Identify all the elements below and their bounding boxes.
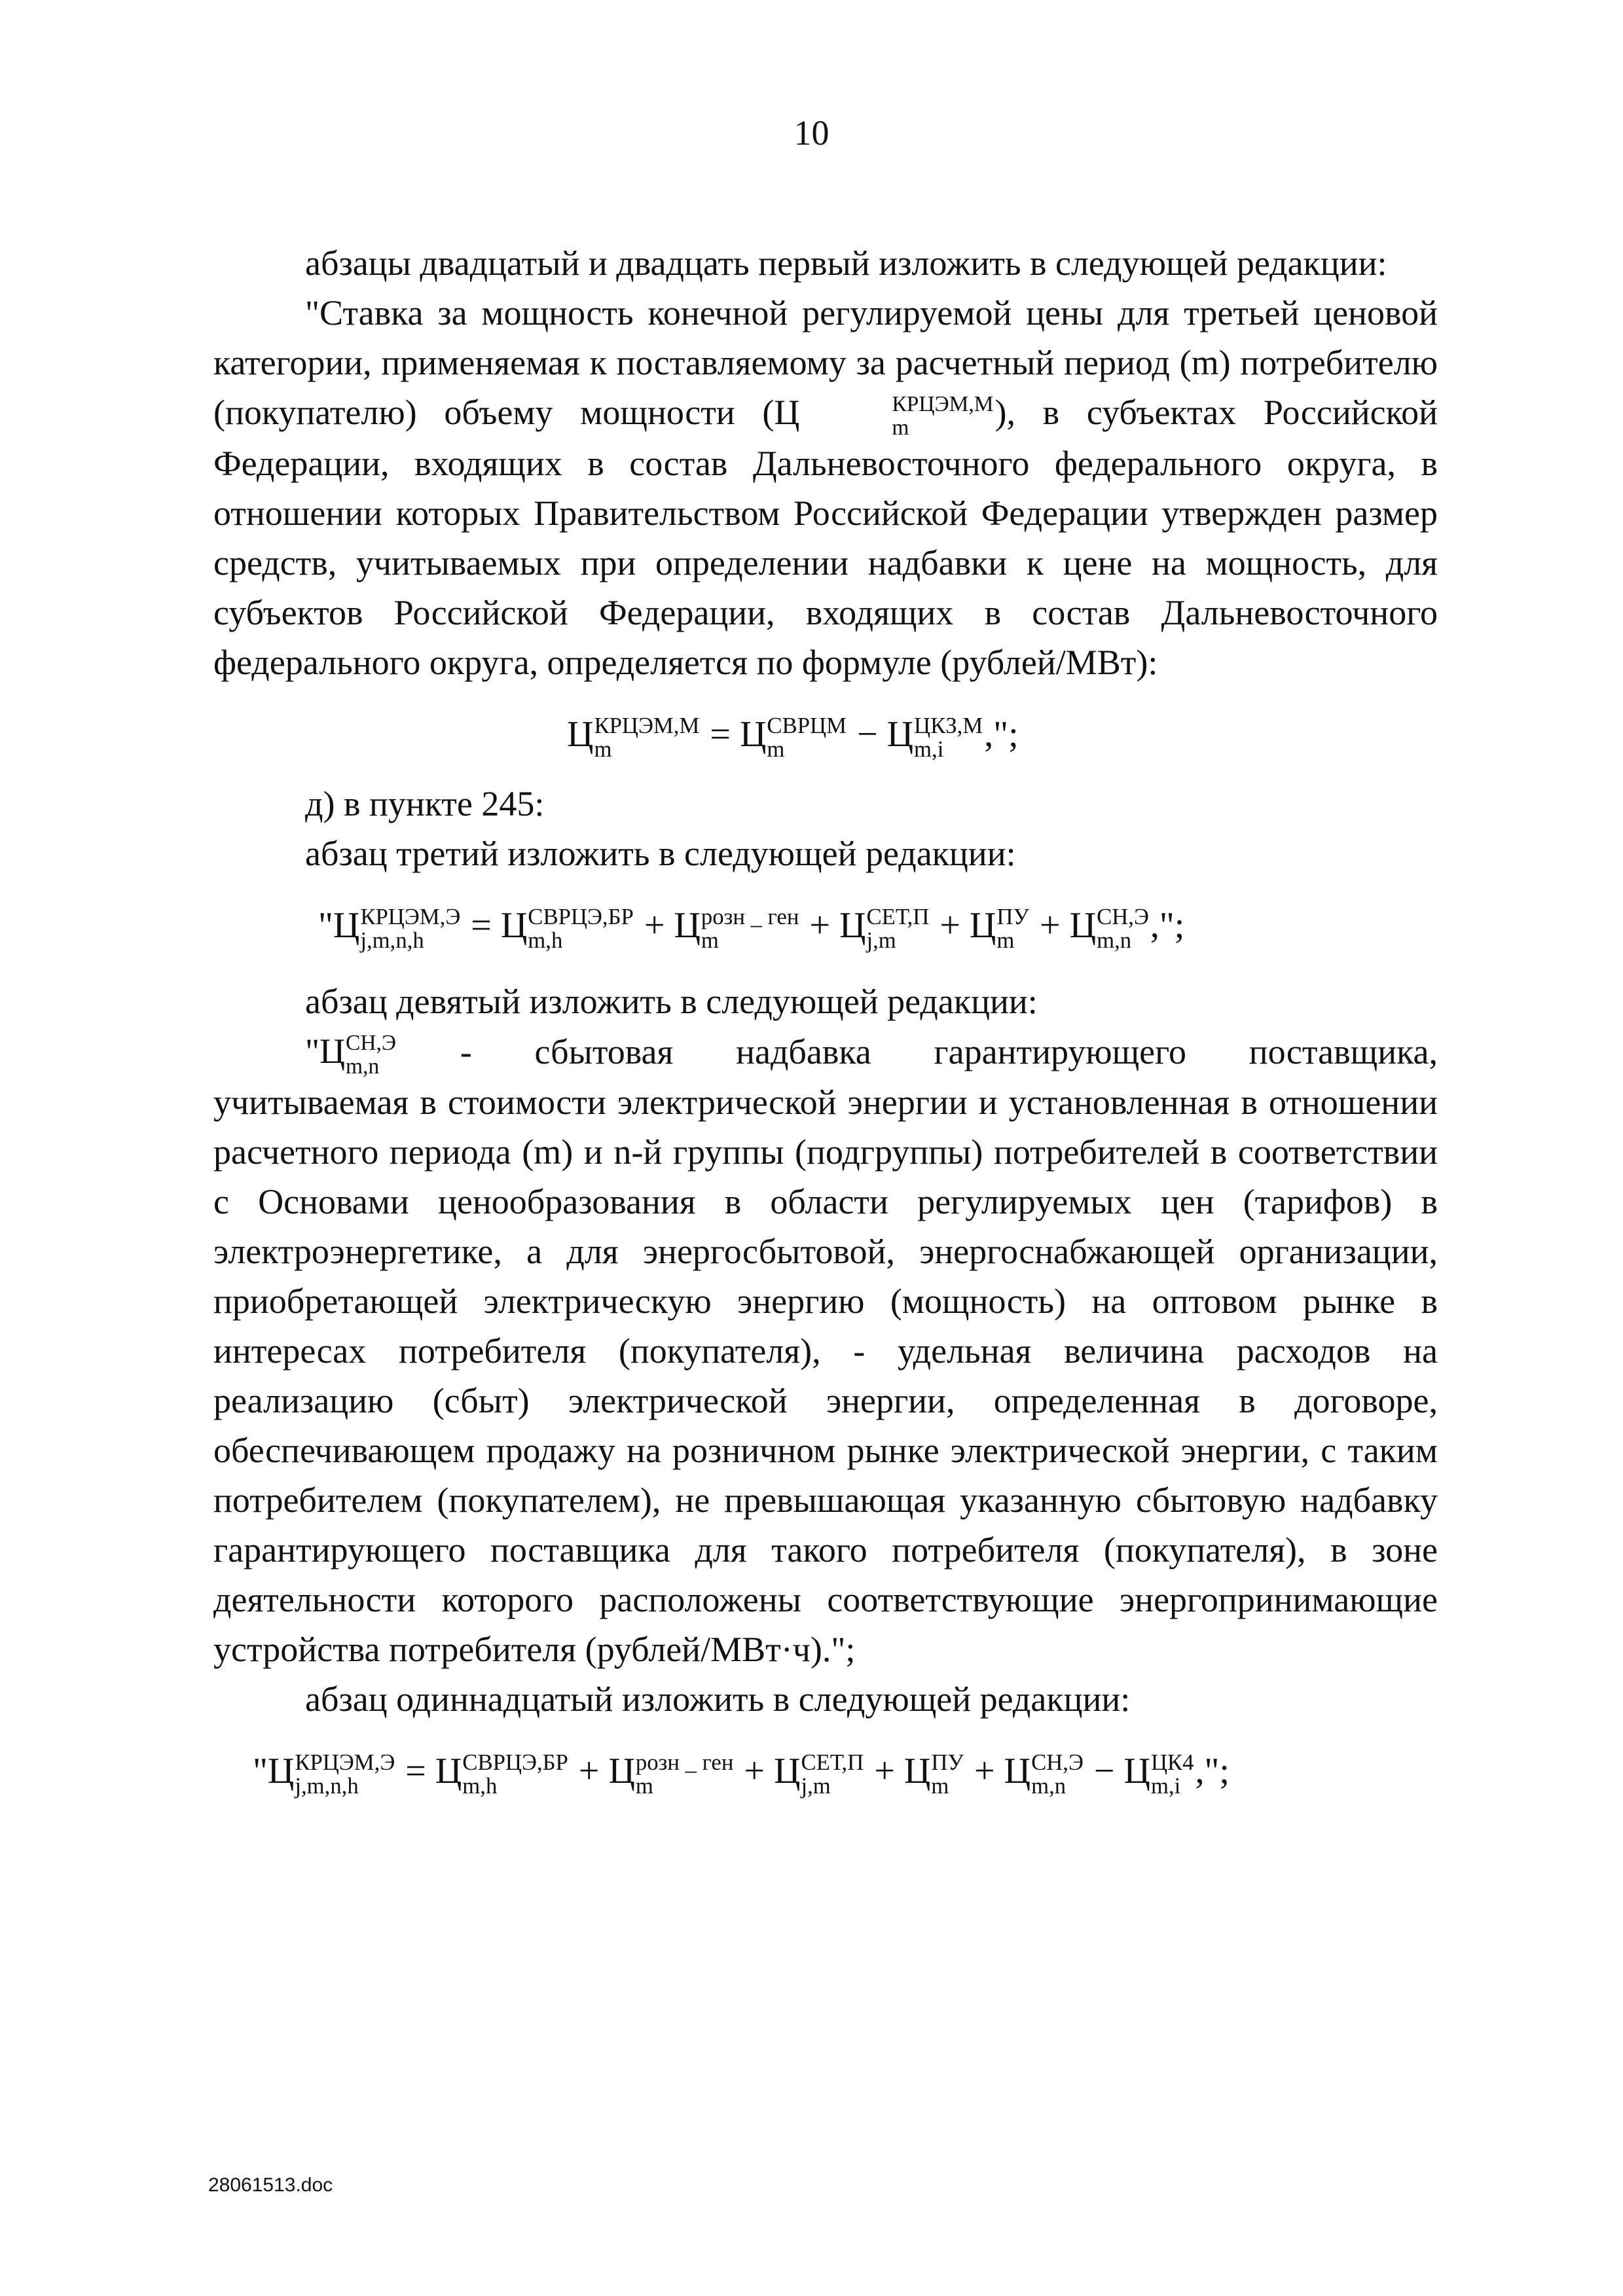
paragraph-text-part: "Ставка за мощность конечной регулируемой цены для третьей ценовой категории, применяемая к поставляемому за расчетный период (m) потребителю (покупателю) объему мощности ( (213, 293, 1438, 432)
paragraph-instruction-1: абзацы двадцатый и двадцать первый изложить в следующей редакции: (305, 243, 1387, 283)
paragraph-item-d: д) в пункте 245: (305, 784, 545, 824)
paragraph-instruction-11: абзац одиннадцатый изложить в следующей редакции: (305, 1679, 1131, 1719)
definition-sn-e-text: учитываемая в стоимости электрической энергии и установленная в отношении расчетного периода (m) и n-й группы (подгруппы) потребителей в соответствии с Основами ценообразования в области регулируемых цен (тарифов) в электроэнергетике, а для энергосбытовой, энергоснабжающей организации, приобретающей электрическую энергию (мощность) на оптовом рынке в интересах потребителя (покупателя), - удельная величина расходов на реализацию (сбыт) электрической энергии, определенная в договоре, обеспечивающем продажу на розничном рынке электрической энергии, с таким потребителем (покупателем), не превышающая указанную сбытовую надбавку гарантирующего поставщика для такого потребителя (покупателя), в зоне деятельности которого расположены соответствующие энергопринимающие устройства потребителя (рублей/МВт·ч)."; (213, 1083, 1438, 1670)
paragraph-instruction-3: абзац третий изложить в следующей редакции: (305, 834, 1016, 874)
page-number: 10 (793, 113, 830, 152)
formula-krcem-e-eleventh: "Ц КРЦЭМ,Э j,m,n,h = Ц СВРЦЭ,БР m,h + Ц розн _ ген m + Ц СЕТ,П j,m + Ц ПУ m + Ц СН,Э m,n − Ц ЦК4 m,i ,"; (253, 1749, 1230, 1799)
footer-filename: 28061513.doc (208, 2174, 333, 2196)
document-body (213, 238, 1438, 1822)
symbol-ts-krcem-m-inline: Ц КРЦЭМ,М m (774, 392, 994, 440)
symbol-ts-sn-e: "Ц СН,Э m,n (305, 1031, 397, 1079)
formula-krcem-e-third: "Ц КРЦЭМ,Э j,m,n,h = Ц СВРЦЭ,БР m,h + Ц розн _ ген m + Ц СЕТ,П j,m + Ц ПУ m + Ц СН,Э m,n ,"; (318, 903, 1185, 954)
formula-krcem-m: Ц КРЦЭМ,М m = Ц СВРЦМ m − Ц ЦКЗ,М m,i ,"; (567, 712, 1019, 762)
definition-sn-e-first-line: "Ц СН,Э m,n - сбытовая надбавка гарантирующего поставщика, (213, 1026, 1438, 1077)
paragraph-definition-krcem-m (213, 288, 1438, 687)
paragraph-instruction-9: абзац девятый изложить в следующей редакции: (305, 982, 1038, 1022)
paragraph-text-part: ), в субъектах Российской Федерации, входящих в состав Дальневосточного федерального округа, в отношении которых Правительством Российской Федерации утвержден размер средств, учитываемых при определении надбавки к цене на мощность, для субъектов Российской Федерации, входящих в состав Дальневосточного федерального округа, определяется по формуле (рублей/МВт): (213, 393, 1438, 683)
